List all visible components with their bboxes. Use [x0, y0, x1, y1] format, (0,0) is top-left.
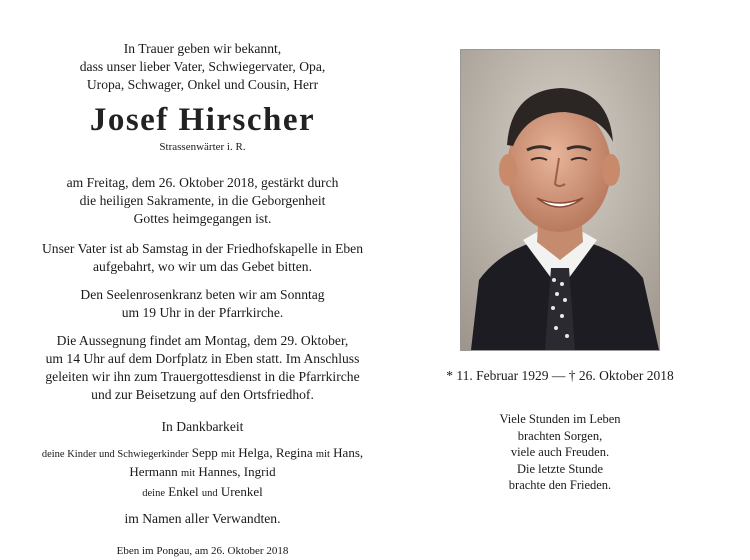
- poem-line: viele auch Freuden.: [510, 445, 610, 459]
- relatives-line: im Namen aller Verwandten.: [124, 511, 281, 526]
- death-line: am Freitag, dem 26. Oktober 2018, gestärkt durch: [66, 175, 339, 190]
- chapel-line: Unser Vater ist ab Samstag in der Friedhofskapelle in Eben: [41, 241, 363, 256]
- deceased-name: Josef Hirscher: [89, 102, 316, 138]
- thanks-line: In Dankbarkeit: [161, 419, 244, 434]
- poem-line: brachten Sorgen,: [517, 428, 603, 443]
- family-line-1: [25, 444, 380, 463]
- intro-line: Uropa, Schwager, Onkel und Cousin, Herr: [86, 77, 319, 92]
- intro-block: [25, 40, 380, 94]
- family-text: und: [201, 488, 218, 499]
- family-text: deine Kinder und Schwiegerkinder: [41, 449, 189, 460]
- death-announcement: [25, 174, 380, 228]
- family-text: mit: [181, 468, 196, 479]
- funeral-line: und zur Beisetzung auf den Ortsfriedhof.: [91, 387, 314, 402]
- family-name: Hans,: [333, 445, 364, 460]
- family-line-2: [25, 463, 380, 482]
- death-line: Gottes heimgegangen ist.: [133, 211, 272, 226]
- family-name: Hannes, Ingrid: [198, 464, 276, 479]
- chapel-line: aufgebahrt, wo wir um das Gebet bitten.: [93, 259, 312, 274]
- chapel-info: [25, 240, 380, 276]
- intro-line: In Trauer geben wir bekannt,: [123, 41, 282, 56]
- family-name: Hermann: [129, 464, 178, 479]
- portrait-photo: [461, 50, 659, 350]
- occupation: Strassenwärter i. R.: [159, 141, 246, 153]
- poem-line: Die letzte Stunde: [516, 461, 604, 476]
- funeral-line: um 14 Uhr auf dem Dorfplatz in Eben statt. Im Anschluss: [45, 351, 360, 366]
- poem-line: Viele Stunden im Leben: [499, 412, 621, 426]
- family-text: mit: [221, 449, 236, 460]
- notice-text-column: [25, 40, 380, 560]
- funeral-line: Die Aussegnung findet am Montag, dem 29. Oktober,: [56, 333, 349, 348]
- portrait-illustration: [461, 50, 659, 350]
- funeral-line: geleiten wir ihn zum Trauergottesdienst in die Pfarrkirche: [45, 369, 360, 384]
- family-name: Urenkel: [220, 484, 263, 499]
- rosary-line: Den Seelenrosenkranz beten wir am Sonntag: [80, 287, 325, 302]
- poem: [440, 411, 680, 494]
- family-text: mit: [315, 449, 330, 460]
- family-name: Enkel: [168, 484, 199, 499]
- family-name: Sepp: [191, 445, 218, 460]
- family-name: Helga, Regina: [238, 445, 313, 460]
- death-line: die heiligen Sakramente, in die Geborgenheit: [79, 193, 326, 208]
- funeral-info: [25, 332, 380, 404]
- family-list: [25, 444, 380, 482]
- rosary-line: um 19 Uhr in der Pfarrkirche.: [121, 305, 284, 320]
- grandchildren-line: [25, 484, 380, 500]
- life-dates: * 11. Februar 1929 — † 26. Oktober 2018: [446, 368, 674, 383]
- family-text: deine: [142, 488, 166, 499]
- poem-line: brachte den Frieden.: [508, 478, 612, 492]
- rosary-info: [25, 286, 380, 322]
- place-date: Eben im Pongau, am 26. Oktober 2018: [116, 545, 289, 557]
- intro-line: dass unser lieber Vater, Schwiegervater, Opa,: [79, 59, 326, 74]
